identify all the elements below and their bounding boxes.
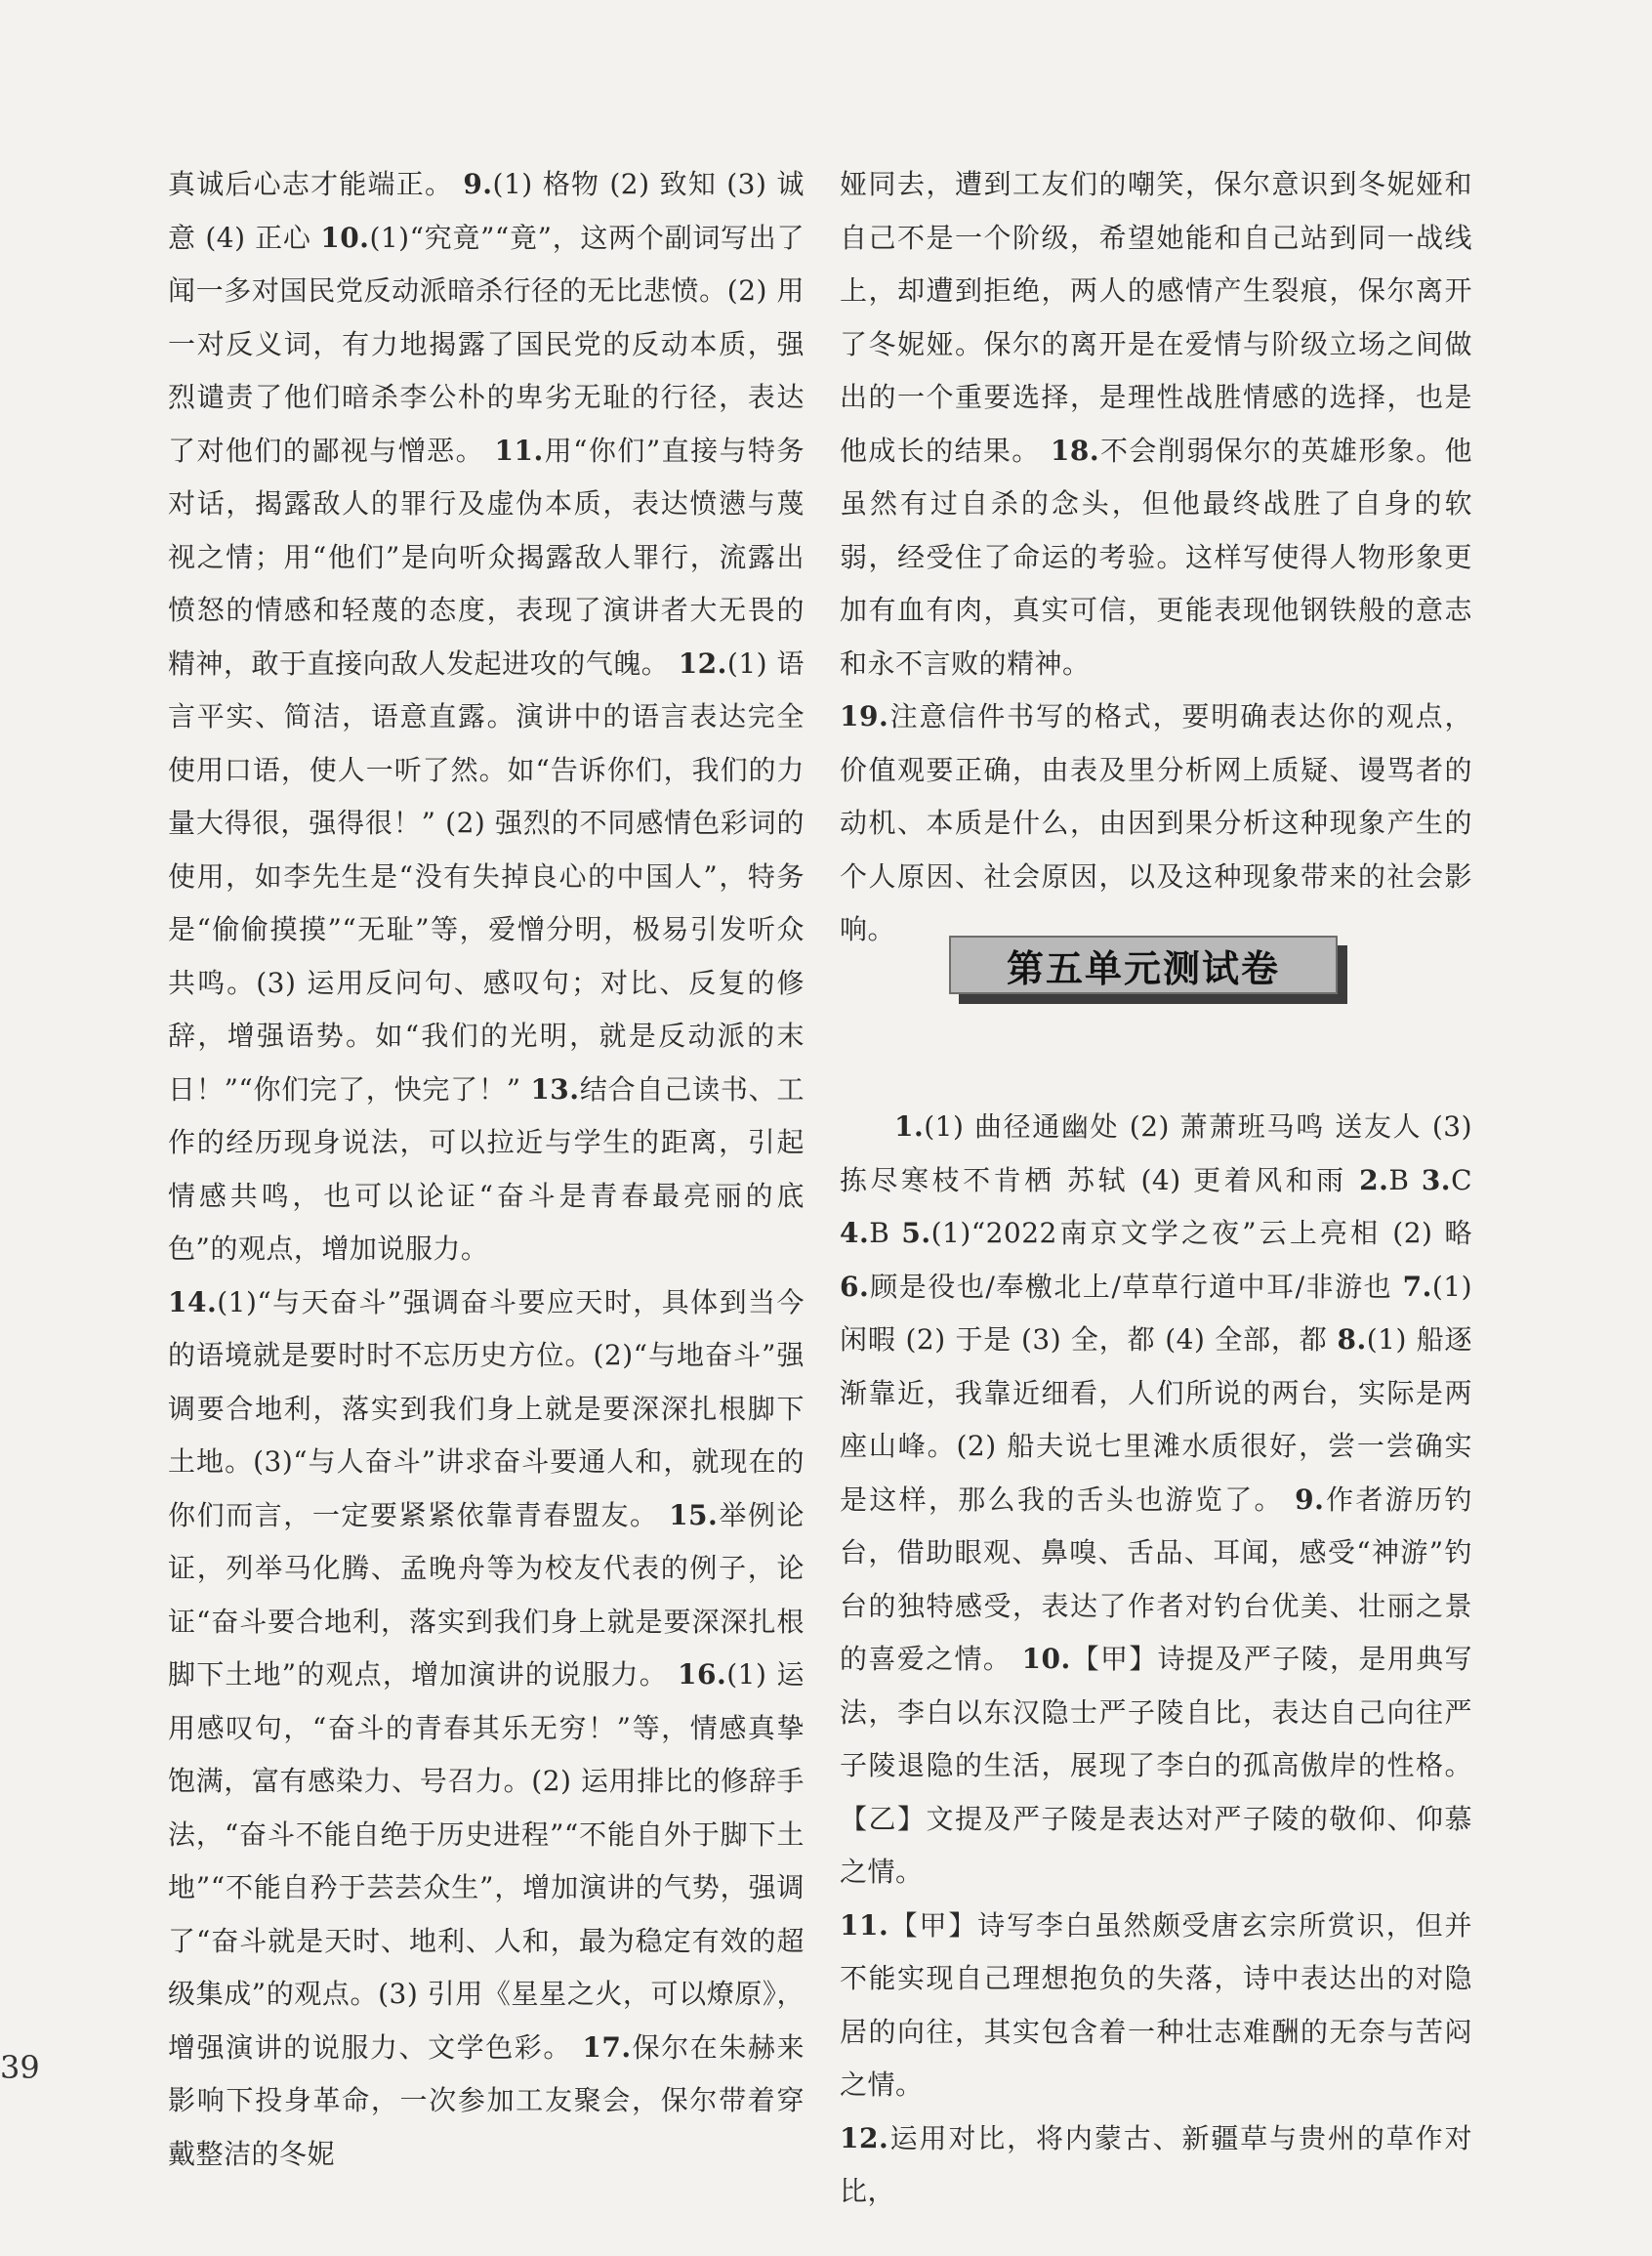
right-column-unit5 bbox=[840, 1101, 1472, 2219]
answer-12b: 运用对比，将内蒙古、新疆草与贵州的草作对比， bbox=[840, 2121, 1472, 2207]
section-title: 第五单元测试卷 bbox=[949, 936, 1338, 994]
answer-number-16: 16. bbox=[678, 1658, 727, 1691]
answer-3: C bbox=[1451, 1163, 1472, 1196]
answer-18: 不会削弱保尔的英雄形象。他虽然有过自杀的念头，但他最终战胜了自身的软弱，经受住了命运的考验。这样写使得人物形象更加有血有肉，真实可信，更能表现他钢铁般的意志和永不言败的精神。 bbox=[840, 434, 1472, 680]
page-number: 39 bbox=[0, 2049, 40, 2086]
answer-number-13: 13. bbox=[530, 1072, 580, 1106]
left-column bbox=[168, 158, 805, 2181]
answer-number-18: 18. bbox=[1050, 434, 1100, 467]
unit5-answers bbox=[840, 1101, 1472, 1900]
answer-17: 保尔在朱赫来影响下投身革命，一次参加工友聚会，保尔带着穿戴整洁的冬妮 bbox=[168, 2030, 805, 2170]
answer-13: 结合自己读书、工作的经历现身说法，可以拉近与学生的距离，引起情感共鸣，也可以论证“奋斗是青春最亮丽的底色”的观点，增加说服力。 bbox=[168, 1072, 805, 1265]
answer-10b: 【甲】诗提及严子陵，是用典写法，李白以东汉隐士严子陵自比，表达自己向往严子陵退隐的生活，展现了李白的孤高傲岸的性格。【乙】文提及严子陵是表达对严子陵的敬仰、仰慕之情。 bbox=[840, 1643, 1472, 1888]
answer-11: 用“你们”直接与特务对话，揭露敌人的罪行及虚伪本质，表达愤懑与蔑视之情；用“他们”是向听众揭露敌人罪行，流露出愤怒的情感和轻蔑的态度，表现了演讲者大无畏的精神，敢于直接向敌人发起进攻的气魄。 bbox=[168, 434, 805, 680]
answer-number-6: 6. bbox=[840, 1270, 870, 1303]
answer-17-continued: 娅同去，遭到工友们的嘲笑，保尔意识到冬妮娅和自己不是一个阶级，希望她能和自己站到同一战线上，却遭到拒绝，两人的感情产生裂痕，保尔离开了冬妮娅。保尔的离开是在爱情与阶级立场之间做出的一个重要选择，是理性战胜情感的选择，也是他成长的结果。 bbox=[840, 168, 1472, 467]
answer-7: (1) 闲暇 (2) 于是 (3) 全，都 (4) 全部，都 bbox=[840, 1270, 1472, 1356]
answer-text: 真诚后心志才能端正。 bbox=[168, 168, 454, 200]
answer-number-14: 14. bbox=[168, 1285, 218, 1318]
answer-19: 注意信件书写的格式，要明确表达你的观点，价值观要正确，由表及里分析网上质疑、谩骂者的动机、本质是什么，由因到果分析这种现象产生的个人原因、社会原因，以及这种现象带来的社会影响。 bbox=[840, 700, 1472, 945]
unit5-answer-11 bbox=[840, 1900, 1472, 2112]
answer-block-9-13 bbox=[168, 158, 805, 1276]
answer-9b: 作者游历钓台，借助眼观、鼻嗅、舌品、耳闻，感受“神游”钓台的独特感受，表达了作者对钓台优美、壮丽之景的喜爱之情。 bbox=[840, 1483, 1472, 1675]
answer-12: (1) 语言平实、简洁，语意直露。演讲中的语言表达完全使用口语，使人一听了然。如“告诉你们，我们的力量大得很，强得很！” (2) 强烈的不同感情色彩词的使用，如李先生是“没有失掉良心的中国人”，特务是“偷偷摸摸”“无耻”等，爱憎分明，极易引发听众共鸣。(3) 运用反问句、感叹句；对比、反复的修辞，增强语势。如“我们的光明，就是反动派的末日！”“你们完了，快完了！” bbox=[168, 647, 805, 1106]
answer-number-5: 5. bbox=[901, 1217, 931, 1249]
right-column-top bbox=[840, 158, 1472, 957]
answer-6: 顾是役也/奉檄北上/草草行道中耳/非游也 bbox=[869, 1270, 1393, 1303]
answer-block-17-18 bbox=[840, 158, 1472, 690]
section-title-banner bbox=[949, 936, 1347, 1004]
answer-number-10: 10. bbox=[320, 221, 370, 254]
answer-block-19 bbox=[840, 690, 1472, 957]
answer-number-10b: 10. bbox=[1021, 1643, 1071, 1675]
answer-2: B bbox=[1388, 1163, 1410, 1196]
answer-block-14-17 bbox=[168, 1276, 805, 2182]
answer-11b: 【甲】诗写李白虽然颇受唐玄宗所赏识，但并不能实现自己理想抱负的失落，诗中表达出的对隐居的向往，其实包含着一种壮志难酬的无奈与苦闷之情。 bbox=[840, 1908, 1472, 2101]
answer-number-15: 15. bbox=[669, 1498, 719, 1531]
answer-number-1: 1. bbox=[894, 1110, 925, 1143]
answer-number-11: 11. bbox=[494, 434, 544, 467]
answer-number-12b: 12. bbox=[840, 2121, 889, 2154]
answer-number-11b: 11. bbox=[840, 1908, 889, 1942]
answer-number-3: 3. bbox=[1421, 1163, 1452, 1196]
answer-5: (1)“2022南京文学之夜”云上亮相 (2) 略 bbox=[930, 1217, 1473, 1249]
answer-number-12: 12. bbox=[678, 647, 727, 680]
answer-8: (1) 船逐渐靠近，我靠近细看，人们所说的两台，实际是两座山峰。(2) 船夫说七里滩水质很好，尝一尝确实是这样，那么我的舌头也游览了。 bbox=[840, 1323, 1473, 1516]
answer-4: B bbox=[869, 1217, 890, 1249]
answer-number-7: 7. bbox=[1402, 1270, 1432, 1303]
unit5-answer-12 bbox=[840, 2112, 1472, 2219]
answer-14: (1)“与天奋斗”强调奋斗要应天时，具体到当今的语境就是要时时不忘历史方位。(2)“与地奋斗”强调要合地利，落实到我们身上就是要深深扎根脚下土地。(3)“与人奋斗”讲求奋斗要通人和，就现在的你们而言，一定要紧紧依靠青春盟友。 bbox=[168, 1285, 805, 1531]
answer-number-19: 19. bbox=[840, 700, 889, 732]
answer-number-9: 9. bbox=[463, 168, 493, 200]
answer-16: (1) 运用感叹句，“奋斗的青春其乐无穷！”等，情感真挚饱满，富有感染力、号召力。(2) 运用排比的修辞手法，“奋斗不能自绝于历史进程”“不能自外于脚下土地”“不能自矜于芸芸众生”，增加演讲的气势，强调了“奋斗就是天时、地利、人和，最为稳定有效的超级集成”的观点。(3) 引用《星星之火，可以燎原》，增强演讲的说服力、文学色彩。 bbox=[168, 1658, 805, 2064]
answer-number-2: 2. bbox=[1359, 1163, 1389, 1196]
answer-1: (1) 曲径通幽处 (2) 萧萧班马鸣 送友人 (3) 拣尽寒枝不肯栖 苏轼 (4) 更着风和雨 bbox=[840, 1110, 1472, 1196]
answer-10: (1)“究竟”“竟”，这两个副词写出了闻一多对国民党反动派暗杀行径的无比悲愤。(2) 用一对反义词，有力地揭露了国民党的反动本质，强烈谴责了他们暗杀李公朴的卑劣无耻的行径，表达了对他们的鄙视与憎恶。 bbox=[168, 221, 805, 467]
answer-9: (1) 格物 (2) 致知 (3) 诚意 (4) 正心 bbox=[168, 168, 805, 254]
answer-number-8: 8. bbox=[1337, 1323, 1367, 1356]
answer-15: 举例论证，列举马化腾、孟晚舟等为校友代表的例子，论证“奋斗要合地利，落实到我们身上就是要深深扎根脚下土地”的观点，增加演讲的说服力。 bbox=[168, 1498, 805, 1691]
answer-number-17: 17. bbox=[582, 2030, 632, 2064]
answer-number-4: 4. bbox=[840, 1217, 870, 1249]
answer-number-9b: 9. bbox=[1295, 1483, 1325, 1516]
